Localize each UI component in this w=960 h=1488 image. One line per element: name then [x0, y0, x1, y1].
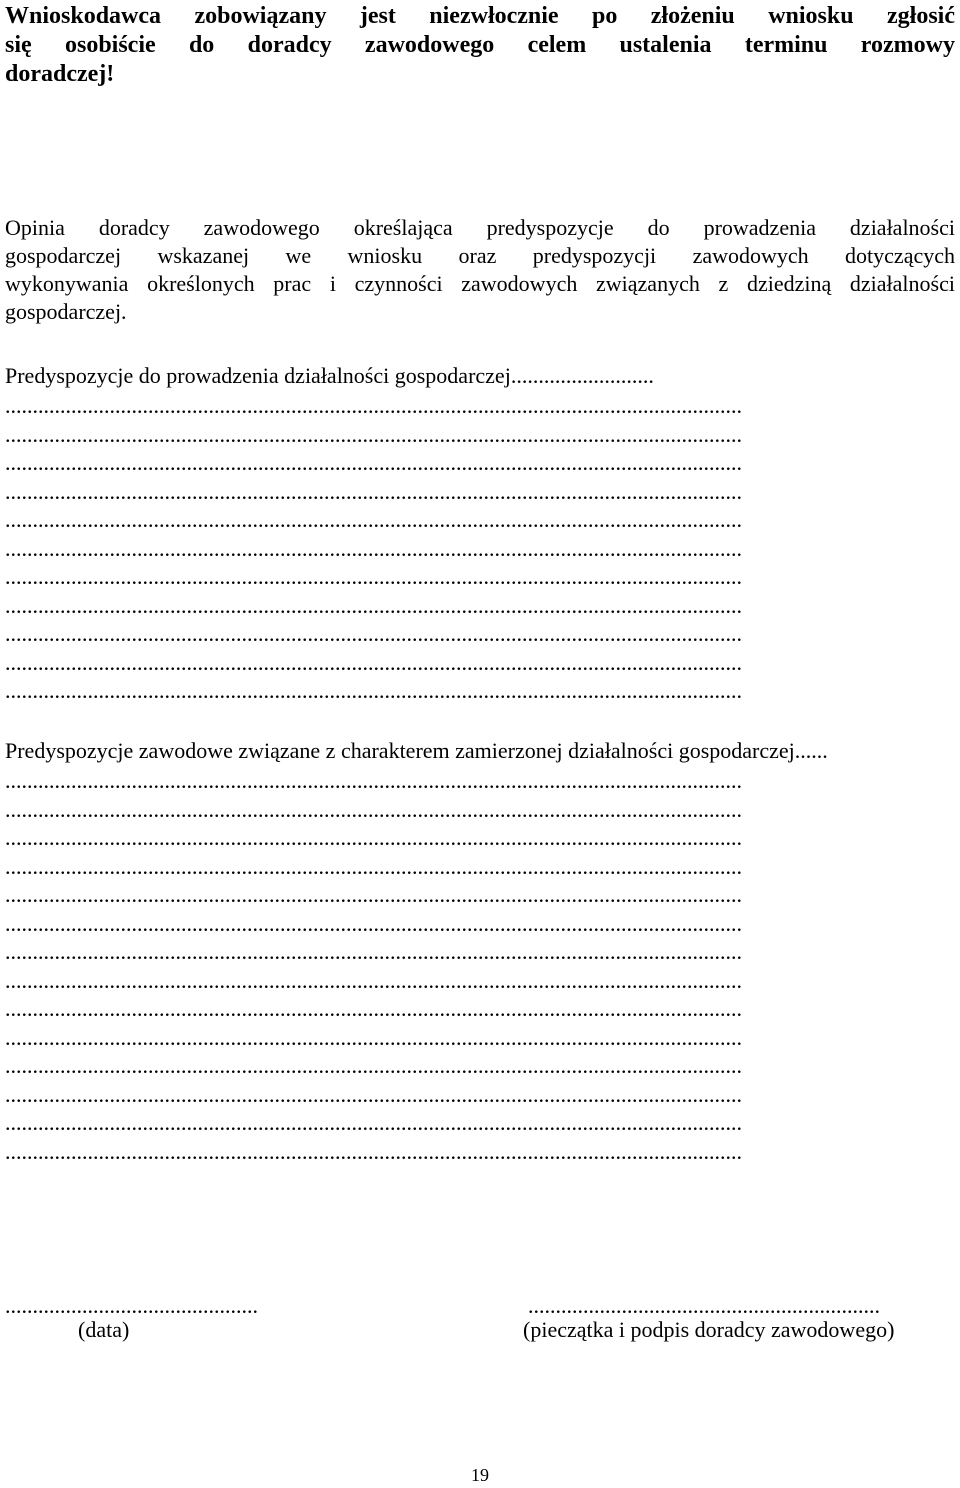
section-business-predispositions-fill-area[interactable] — [5, 392, 955, 706]
date-caption: (data) — [78, 1317, 130, 1342]
dotted-fill-line[interactable]: ...................................................................................................................................... — [5, 535, 742, 561]
opinion-line: wykonywania określonych prac i czynności zawodowych związanych z dziedziną działalności — [5, 271, 955, 296]
dotted-fill-line[interactable]: ...................................................................................................................................... — [5, 421, 742, 447]
opinion-line: gospodarczej. — [5, 299, 127, 324]
stamp-caption: (pieczątka i podpis doradcy zawodowego) — [523, 1317, 895, 1342]
dotted-fill-line[interactable]: ...................................................................................................................................... — [5, 796, 742, 822]
section-professional-predispositions-label — [5, 737, 955, 765]
dotted-fill-line[interactable]: ...................................................................................................................................... — [5, 1138, 742, 1164]
opinion-line: Opinia doradcy zawodowego określająca predyspozycje do prowadzenia działalności — [5, 215, 955, 240]
advisor-opinion-intro — [5, 214, 955, 326]
dotted-fill-line[interactable]: ...................................................................................................................................... — [5, 939, 742, 964]
dotted-fill-line[interactable]: ...................................................................................................................................... — [5, 768, 742, 793]
section-label-dots: ...... — [794, 738, 828, 763]
dotted-fill-line[interactable]: ...................................................................................................................................... — [5, 649, 742, 675]
notice-line: doradczej! — [5, 61, 115, 87]
page-number: 19 — [471, 1465, 489, 1485]
section-label-text: Predyspozycje zawodowe związane z charakterem zamierzonej działalności gospodarczej — [5, 738, 795, 763]
notice-line: Wnioskodawca zobowiązany jest niezwłocznie po złożeniu wniosku zgłosić — [5, 3, 955, 29]
dotted-fill-line[interactable]: ...................................................................................................................................... — [5, 1053, 742, 1078]
dotted-fill-line[interactable]: ...................................................................................................................................... — [5, 678, 742, 703]
dotted-fill-line[interactable]: ...................................................................................................................................... — [5, 996, 742, 1021]
dotted-fill-line[interactable]: ...................................................................................................................................... — [5, 450, 742, 475]
dotted-fill-line[interactable]: ...................................................................................................................................... — [5, 853, 742, 879]
dotted-fill-line[interactable]: ...................................................................................................................................... — [5, 564, 742, 589]
dotted-fill-line[interactable]: ...................................................................................................................................... — [5, 1024, 742, 1050]
stamp-signature-line[interactable]: ................................................................ — [528, 1293, 880, 1318]
dotted-fill-line[interactable]: ...................................................................................................................................... — [5, 393, 742, 418]
dotted-fill-line[interactable]: ...................................................................................................................................... — [5, 910, 742, 936]
notice-line: się osobiście do doradcy zawodowego celem ustalenia terminu rozmowy — [5, 32, 955, 58]
section-label-text: Predyspozycje do prowadzenia działalności gospodarczej — [5, 363, 511, 388]
dotted-fill-line[interactable]: ...................................................................................................................................... — [5, 592, 742, 618]
dotted-fill-line[interactable]: ...................................................................................................................................... — [5, 882, 742, 907]
dotted-fill-line[interactable]: ...................................................................................................................................... — [5, 621, 742, 646]
dotted-fill-line[interactable]: ...................................................................................................................................... — [5, 1081, 742, 1107]
section-business-predispositions-label — [5, 362, 955, 390]
dotted-fill-line[interactable]: ...................................................................................................................................... — [5, 507, 742, 532]
dotted-fill-line[interactable]: ...................................................................................................................................... — [5, 825, 742, 850]
applicant-notice — [5, 2, 955, 89]
section-label-dots: .......................... — [510, 363, 654, 388]
dotted-fill-line[interactable]: ...................................................................................................................................... — [5, 478, 742, 504]
dotted-fill-line[interactable]: ...................................................................................................................................... — [5, 967, 742, 993]
date-signature-line[interactable]: .............................................. — [5, 1293, 258, 1318]
section-professional-predispositions-fill-area[interactable] — [5, 767, 955, 1166]
dotted-fill-line[interactable]: ...................................................................................................................................... — [5, 1110, 742, 1135]
opinion-line: gospodarczej wskazanej we wniosku oraz predyspozycji zawodowych dotyczących — [5, 243, 955, 268]
